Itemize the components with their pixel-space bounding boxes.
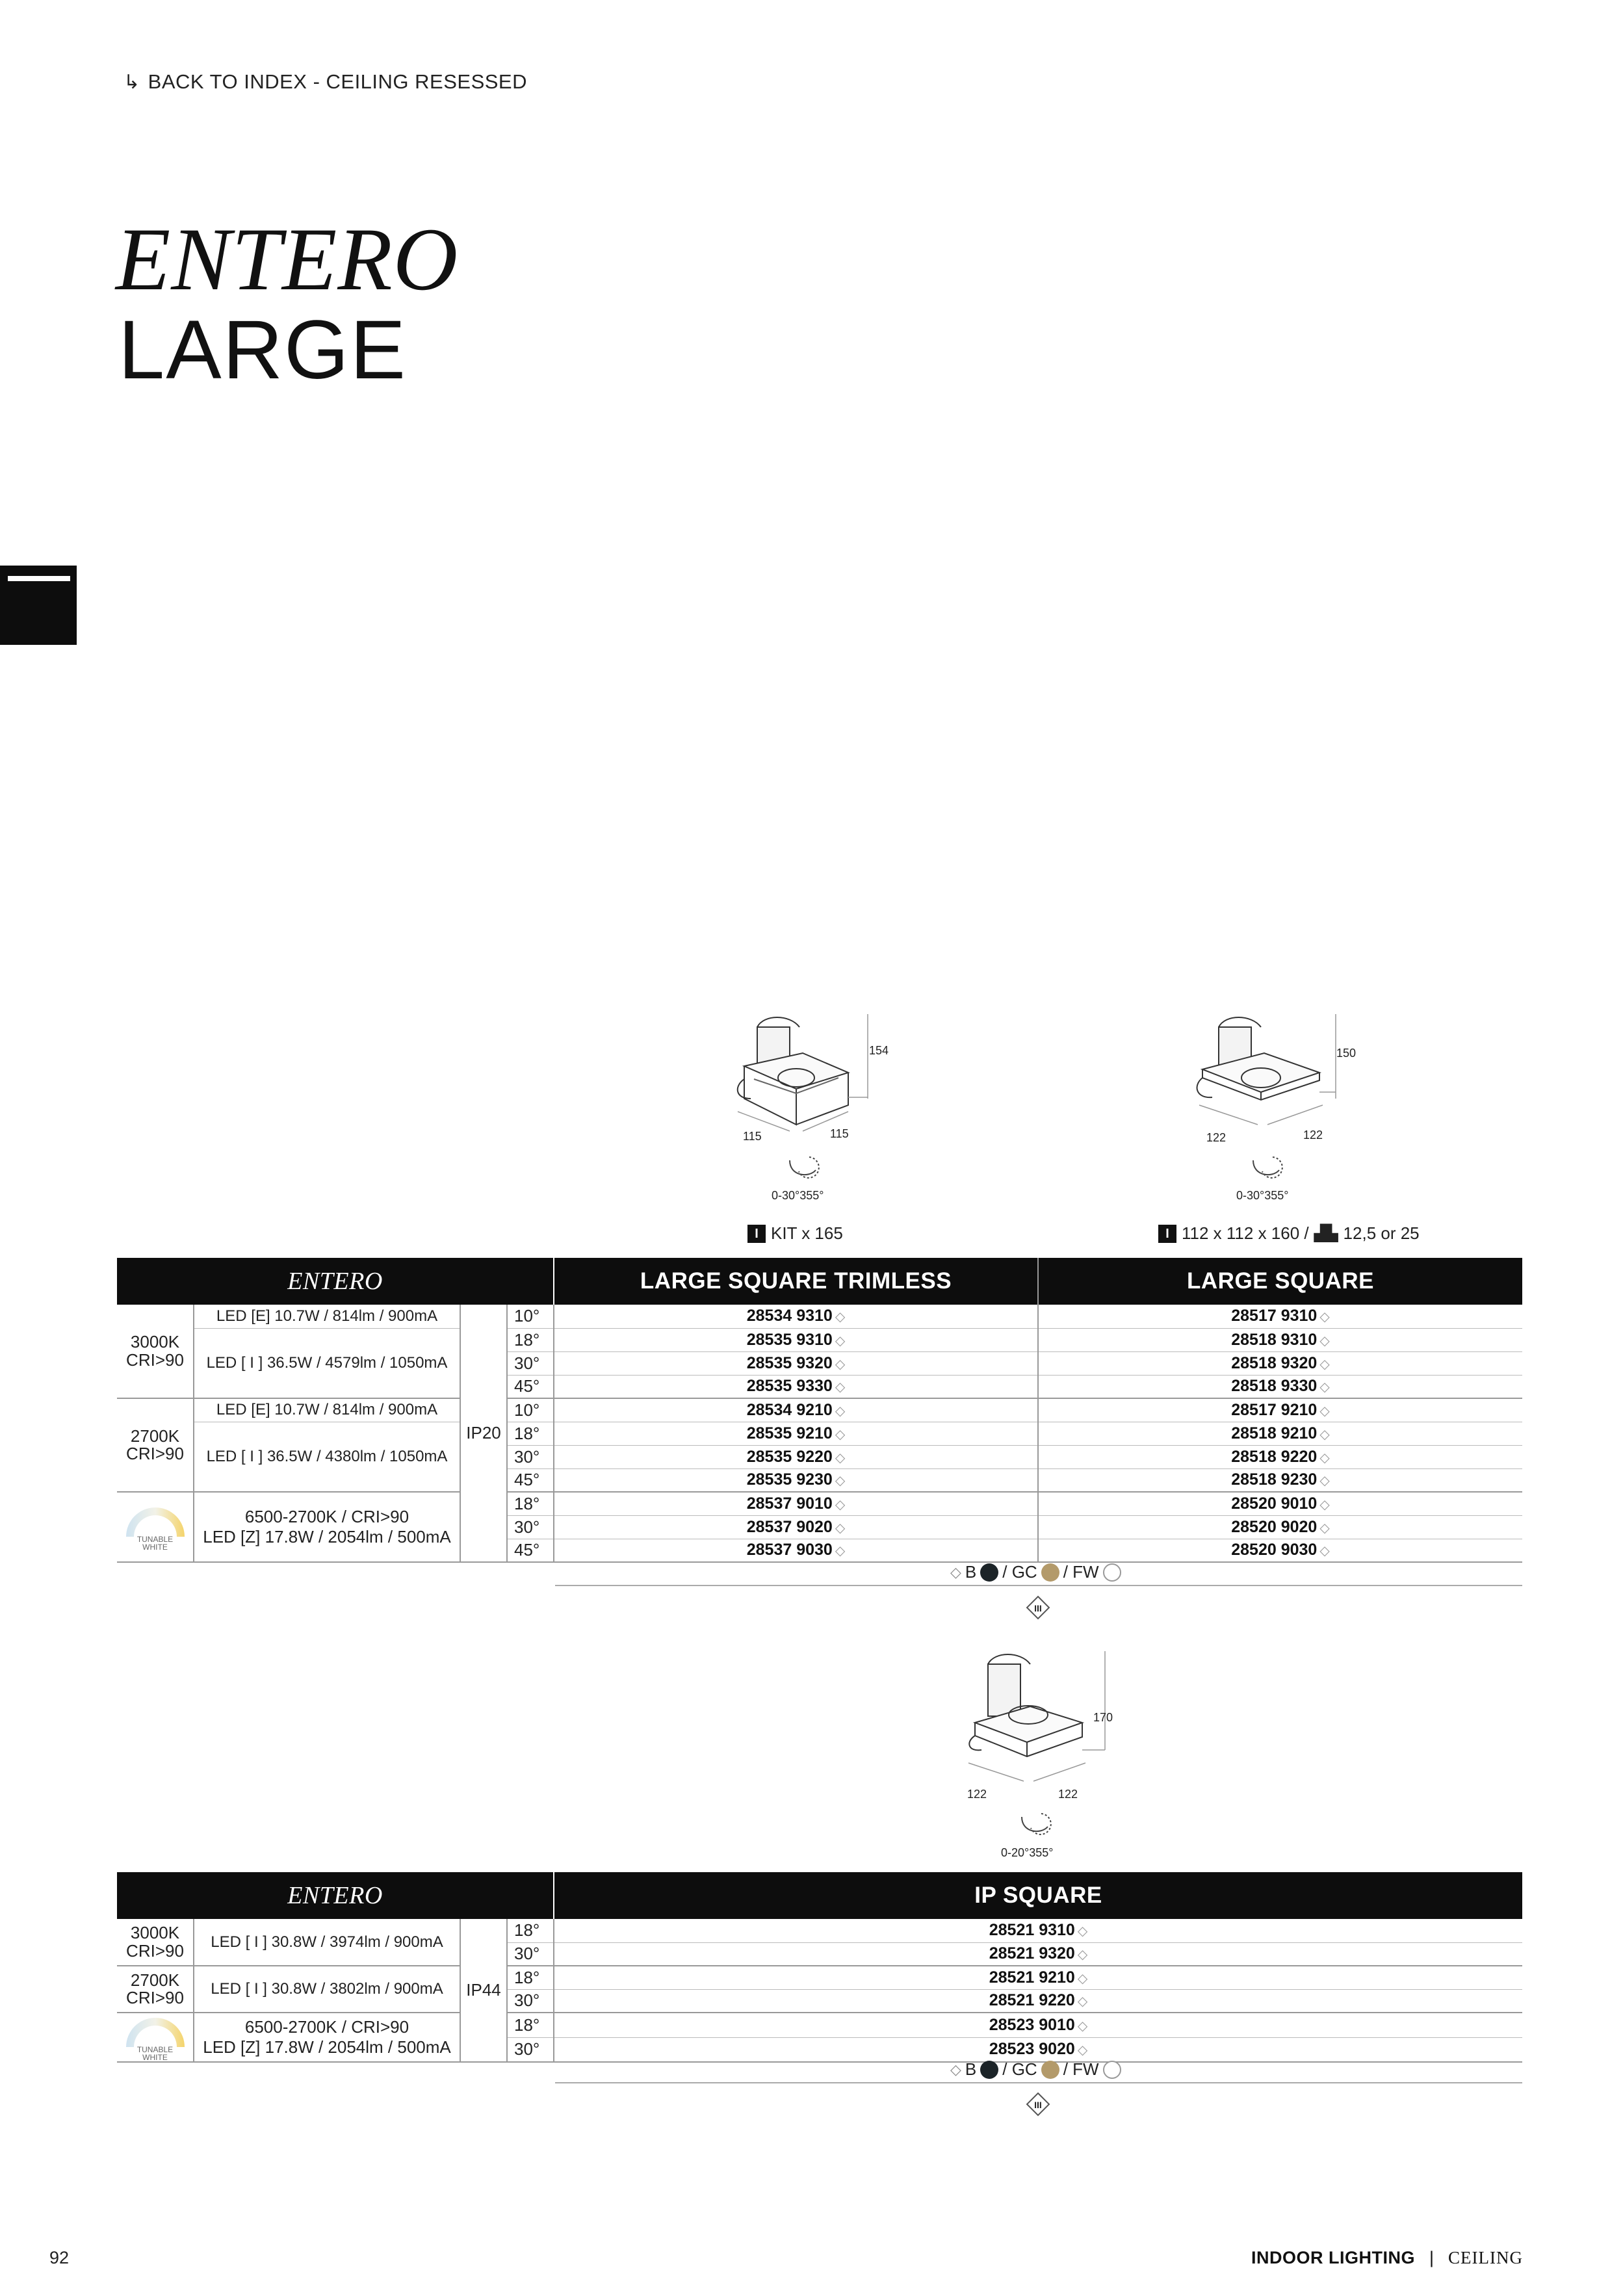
trimless-kit-spec <box>747 1223 843 1244</box>
diamond-icon: ◇ <box>1077 1924 1088 1939</box>
diamond-icon: ◇ <box>1319 1310 1330 1325</box>
table1-header-entero: ENTERO <box>117 1258 554 1305</box>
led-spec-tunable: 6500-2700K / CRI>90 LED [Z] 17.8W / 2054lm / 500mA <box>194 2013 460 2062</box>
finish-options-1 <box>950 1562 1121 1582</box>
product-code: 28518 9320 ◇ <box>1038 1351 1522 1375</box>
diamond-icon: ◇ <box>835 1333 846 1348</box>
cct-3000k: 3000K CRI>90 <box>117 1305 194 1398</box>
product-title-line1: ENTERO <box>116 209 459 309</box>
beam-angle: 45° <box>507 1468 554 1492</box>
ip-rating: IP20 <box>460 1305 507 1562</box>
diamond-icon: ◇ <box>1077 1948 1088 1963</box>
beam-angle: 18° <box>507 1422 554 1445</box>
led-spec-tunable: 6500-2700K / CRI>90 LED [Z] 17.8W / 2054lm / 500mA <box>194 1492 460 1562</box>
footer-subsection-label: CEILING <box>1448 2248 1523 2267</box>
beam-angle: 30° <box>507 2037 554 2062</box>
diamond-icon: ◇ <box>1319 1403 1330 1418</box>
footer-divider: | <box>1429 2248 1435 2267</box>
finish-b-label: B <box>965 2059 977 2079</box>
diamond-icon: ◇ <box>835 1474 846 1489</box>
product-code: 28535 9310 ◇ <box>554 1328 1038 1351</box>
led-spec: LED [ I ] 36.5W / 4380lm / 1050mA <box>194 1422 460 1492</box>
led-spec: LED [E] 10.7W / 814lm / 900mA <box>194 1305 460 1328</box>
square-ceiling-text: 12,5 or 25 <box>1343 1223 1420 1243</box>
svg-text:III: III <box>1034 2100 1042 2110</box>
product-code: 28517 9210 ◇ <box>1038 1398 1522 1422</box>
white-swatch-icon <box>1103 1563 1121 1582</box>
square-width-b-label: 122 <box>1303 1128 1323 1141</box>
diamond-icon: ◇ <box>1319 1357 1330 1372</box>
product-code: 28521 9310 ◇ <box>554 1919 1522 1942</box>
cutout-icon: I <box>1158 1225 1176 1243</box>
product-code: 28518 9310 ◇ <box>1038 1328 1522 1351</box>
beam-angle: 30° <box>507 1515 554 1539</box>
table2-header-ip-square: IP SQUARE <box>554 1872 1522 1919</box>
ip-square-height-label: 170 <box>1093 1711 1113 1724</box>
diamond-icon: ◇ <box>950 1563 961 1580</box>
diamond-icon: ◇ <box>1319 1474 1330 1489</box>
diamond-icon: ◇ <box>835 1427 846 1442</box>
product-code: 28537 9010 ◇ <box>554 1492 1038 1515</box>
tunable-white-badge <box>117 2013 194 2062</box>
ip-square-width-b-label: 122 <box>1058 1788 1078 1801</box>
diamond-icon: ◇ <box>1077 2018 1088 2033</box>
beam-angle: 30° <box>507 1989 554 2013</box>
back-link-label: BACK TO INDEX - CEILING RESESSED <box>148 70 527 93</box>
table1-header-trimless: LARGE SQUARE TRIMLESS <box>554 1258 1038 1305</box>
diamond-icon: ◇ <box>835 1310 846 1325</box>
finish-options-2 <box>950 2059 1121 2080</box>
trimless-tilt-label: 0-30°355° <box>772 1189 824 1202</box>
beam-angle: 18° <box>507 1492 554 1515</box>
beam-angle: 45° <box>507 1539 554 1562</box>
table2-header-entero: ENTERO <box>117 1872 554 1919</box>
product-code: 28518 9220 ◇ <box>1038 1445 1522 1468</box>
beam-angle: 18° <box>507 1919 554 1942</box>
diamond-icon: ◇ <box>1077 1971 1088 1986</box>
ip-square-width-a-label: 122 <box>967 1788 987 1801</box>
trimless-drawing <box>718 1001 889 1209</box>
product-code: 28537 9030 ◇ <box>554 1539 1038 1562</box>
finish-fw-label: / FW <box>1063 2059 1099 2079</box>
driver-badge-icon <box>1026 2092 1050 2117</box>
tunable-white-arc-icon <box>120 1503 191 1539</box>
footer-section-label: INDOOR LIGHTING <box>1251 2248 1415 2267</box>
trimless-width-b-label: 115 <box>830 1127 849 1140</box>
gold-swatch-icon <box>1041 2061 1059 2079</box>
ip-rating: IP44 <box>460 1919 507 2062</box>
beam-angle: 18° <box>507 2013 554 2037</box>
cct-3000k: 3000K CRI>90 <box>117 1919 194 1966</box>
product-code: 28518 9210 ◇ <box>1038 1422 1522 1445</box>
product-code: 28535 9230 ◇ <box>554 1468 1038 1492</box>
beam-angle: 10° <box>507 1398 554 1422</box>
product-title-line2: LARGE <box>118 304 407 397</box>
page-number: 92 <box>49 2248 70 2267</box>
diamond-icon: ◇ <box>835 1403 846 1418</box>
led-spec: LED [ I ] 30.8W / 3802lm / 900mA <box>194 1966 460 2013</box>
product-code: 28523 9020 ◇ <box>554 2037 1522 2062</box>
led-spec: LED [E] 10.7W / 814lm / 900mA <box>194 1398 460 1422</box>
square-cutout-spec <box>1158 1223 1420 1244</box>
white-swatch-icon <box>1103 2061 1121 2079</box>
led-spec: LED [ I ] 36.5W / 4579lm / 1050mA <box>194 1328 460 1398</box>
finish-gc-label: / GC <box>1002 2059 1037 2079</box>
tunable-white-arc-icon <box>120 2013 191 2050</box>
section-side-tab <box>0 566 77 645</box>
led-spec: LED [ I ] 30.8W / 3974lm / 900mA <box>194 1919 460 1966</box>
diamond-icon: ◇ <box>1319 1544 1330 1559</box>
products-table-1 <box>117 1258 1522 1563</box>
product-code: 28523 9010 ◇ <box>554 2013 1522 2037</box>
diamond-icon: ◇ <box>835 1497 846 1512</box>
back-arrow-icon: ↳ <box>123 71 140 93</box>
beam-angle: 18° <box>507 1328 554 1351</box>
beam-angle: 10° <box>507 1305 554 1328</box>
square-height-label: 150 <box>1336 1047 1357 1060</box>
ceiling-thickness-icon: ▟▙ <box>1314 1225 1338 1242</box>
square-drawing <box>1183 1001 1357 1209</box>
recessed-kit-icon: I <box>747 1225 766 1243</box>
finish-gc-label: / GC <box>1002 1562 1037 1582</box>
cct-2700k: 2700K CRI>90 <box>117 1966 194 2013</box>
beam-angle: 18° <box>507 1966 554 1989</box>
product-code: 28520 9010 ◇ <box>1038 1492 1522 1515</box>
product-code: 28535 9330 ◇ <box>554 1375 1038 1398</box>
finish-fw-label: / FW <box>1063 1562 1099 1582</box>
diamond-icon: ◇ <box>835 1450 846 1465</box>
side-tab-bar <box>8 576 70 581</box>
diamond-icon: ◇ <box>1319 1520 1330 1535</box>
diamond-icon: ◇ <box>1319 1450 1330 1465</box>
trimless-height-label: 154 <box>869 1044 889 1057</box>
product-code: 28534 9310 ◇ <box>554 1305 1038 1328</box>
product-code: 28535 9320 ◇ <box>554 1351 1038 1375</box>
diamond-icon: ◇ <box>1077 1994 1088 2009</box>
black-swatch-icon <box>980 1563 998 1582</box>
table1-bottom-rule <box>555 1585 1522 1586</box>
tunable-white-badge <box>117 1492 194 1562</box>
cct-2700k: 2700K CRI>90 <box>117 1398 194 1492</box>
product-code: 28521 9320 ◇ <box>554 1942 1522 1966</box>
diamond-icon: ◇ <box>1319 1497 1330 1512</box>
trimless-width-a-label: 115 <box>743 1130 762 1143</box>
diamond-icon: ◇ <box>835 1520 846 1535</box>
product-code: 28521 9210 ◇ <box>554 1966 1522 1989</box>
driver-badge-icon <box>1026 1595 1050 1620</box>
product-code: 28518 9330 ◇ <box>1038 1375 1522 1398</box>
product-code: 28520 9020 ◇ <box>1038 1515 1522 1539</box>
beam-angle: 45° <box>507 1375 554 1398</box>
black-swatch-icon <box>980 2061 998 2079</box>
table1-header-square: LARGE SQUARE <box>1038 1258 1522 1305</box>
diamond-icon: ◇ <box>950 2061 961 2078</box>
square-tilt-label: 0-30°355° <box>1236 1189 1289 1202</box>
beam-angle: 30° <box>507 1942 554 1966</box>
beam-angle: 30° <box>507 1445 554 1468</box>
table2-bottom-rule <box>555 2082 1522 2083</box>
product-code: 28537 9020 ◇ <box>554 1515 1038 1539</box>
product-code: 28520 9030 ◇ <box>1038 1539 1522 1562</box>
diamond-icon: ◇ <box>1319 1427 1330 1442</box>
diamond-icon: ◇ <box>1319 1380 1330 1395</box>
product-code: 28535 9210 ◇ <box>554 1422 1038 1445</box>
ip-square-tilt-label: 0-20°355° <box>1001 1846 1054 1859</box>
svg-text:III: III <box>1034 1603 1042 1613</box>
gold-swatch-icon <box>1041 1563 1059 1582</box>
products-table-2 <box>117 1872 1522 2063</box>
product-code: 28535 9220 ◇ <box>554 1445 1038 1468</box>
product-code: 28518 9230 ◇ <box>1038 1468 1522 1492</box>
diamond-icon: ◇ <box>1319 1333 1330 1348</box>
square-width-a-label: 122 <box>1206 1131 1227 1144</box>
diamond-icon: ◇ <box>835 1380 846 1395</box>
tunable-white-label: TUNABLE WHITE <box>136 2045 174 2062</box>
product-code: 28534 9210 ◇ <box>554 1398 1038 1422</box>
trimless-kit-text: KIT x 165 <box>771 1223 843 1243</box>
footer-section <box>1251 2248 1523 2268</box>
product-code: 28517 9310 ◇ <box>1038 1305 1522 1328</box>
tunable-white-label: TUNABLE WHITE <box>136 1535 174 1552</box>
square-cutout-text: 112 x 112 x 160 / <box>1182 1223 1309 1243</box>
product-code: 28521 9220 ◇ <box>554 1989 1522 2013</box>
diamond-icon: ◇ <box>1077 2043 1088 2058</box>
diamond-icon: ◇ <box>835 1357 846 1372</box>
back-to-index-link[interactable] <box>123 70 527 94</box>
beam-angle: 30° <box>507 1351 554 1375</box>
finish-b-label: B <box>965 1562 977 1582</box>
diamond-icon: ◇ <box>835 1544 846 1559</box>
ip-square-drawing <box>949 1645 1118 1866</box>
